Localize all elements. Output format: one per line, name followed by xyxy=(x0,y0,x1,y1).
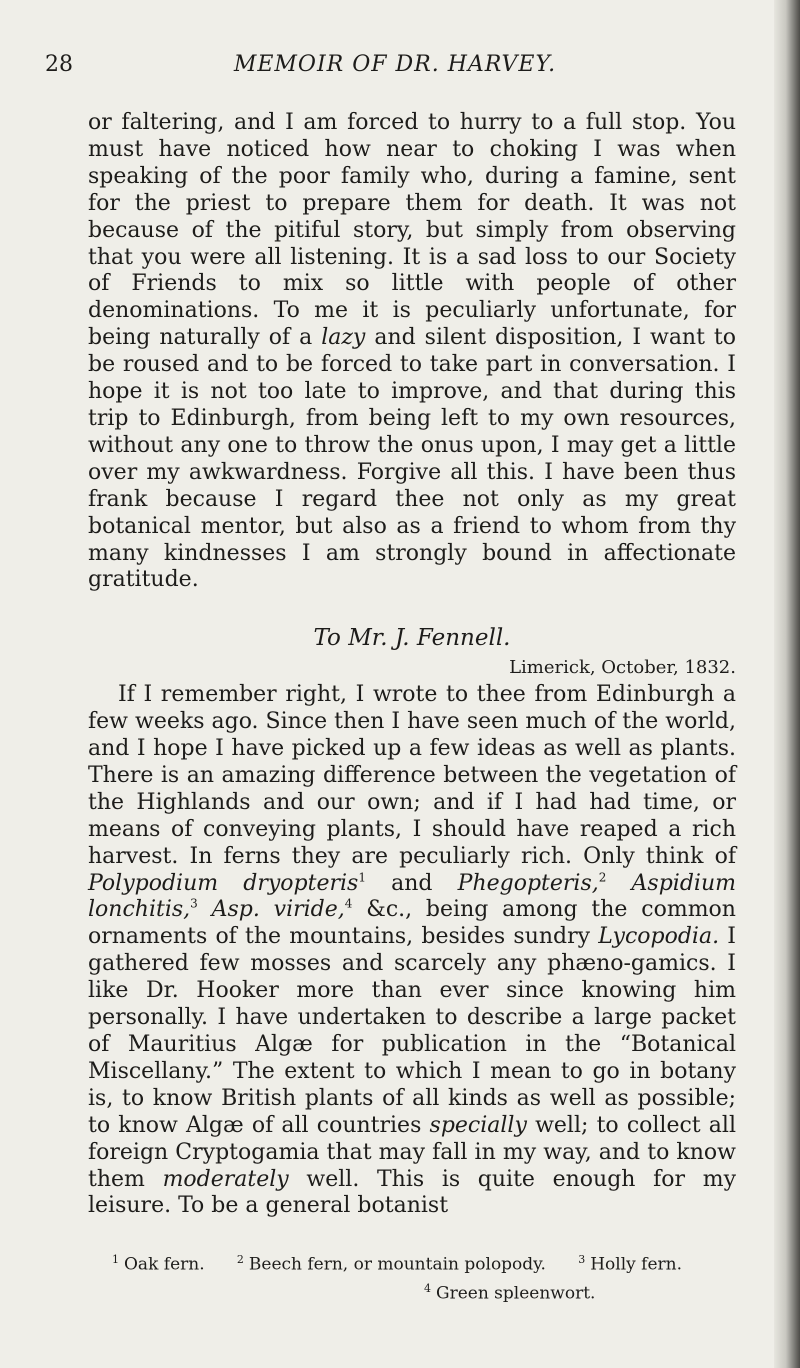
page-header xyxy=(45,50,745,80)
footnote-3 xyxy=(578,1248,682,1277)
species-continuation: &c., being among the common ornaments of the mountains, besides sundry xyxy=(88,897,736,950)
specially-emphasis: specially xyxy=(429,1112,527,1138)
lazy-emphasis: lazy xyxy=(321,325,366,351)
opening-text: or faltering, and I am forced to hurry to a full stop. You must have noticed how near to choking I was when speaking of the poor family who, during a famine, sent for the priest to prepare them for death. It was not because of the pitiful story, but simply from observing that you were all listening. It is a sad loss to our Society of Friends to mix so little with people of other denominations. To me it is peculiarly unfortunate, for being naturally of a xyxy=(88,110,736,351)
species-phegopteris: Phegopteris, xyxy=(457,870,599,896)
footnote-text-4: Green spleenwort. xyxy=(436,1283,596,1304)
footnote-mark-4: 4 xyxy=(424,1281,431,1295)
space-text xyxy=(606,871,631,896)
footnote-text-1: Oak fern. xyxy=(124,1254,205,1275)
species-viride: Asp. viride, xyxy=(211,897,345,923)
footnote-mark-1: 1 xyxy=(112,1253,119,1266)
footnote-ref-1[interactable]: 1 xyxy=(358,870,366,885)
footnote-2 xyxy=(237,1248,546,1277)
footnote-row-top xyxy=(112,1248,682,1277)
footnote-ref-2[interactable]: 2 xyxy=(598,870,607,885)
letter-middle-2: well; to collect all foreign Cryptogamia that may fall in my way, and to know them xyxy=(88,1112,736,1192)
opening-text-end: and silent disposition, I want to be roused and to be forced to take part in conversation. I hope it is not too late to improve, and that during this trip to Edinburgh, from being left to my own resources, without any one to throw the onus upon, I may get a little over my awkwardness. Forgive all this. I have been thus frank because I regard thee not only as my great botanical mentor, but also as a friend to whom from thy many kindnesses I am strongly bound in affectionate gratitude. xyxy=(88,325,736,593)
letter-intro: If I remember right, I wrote to thee from Edinburgh a few weeks ago. Since then I have seen much of the world, and I hope I have picked up a few ideas as well as plants. There is an amazing difference between the vegetation of the Highlands and our own; and if I had had time, or means of conveying plants, I should have reaped a rich harvest. In ferns they are peculiarly rich. Only think of xyxy=(88,682,736,869)
letter-dateline: Limerick, October, 1832. xyxy=(509,657,736,679)
footnote-ref-3[interactable]: 3 xyxy=(190,897,198,912)
moderately-emphasis: moderately xyxy=(162,1166,289,1192)
species-polypodium: Polypodium dryopteris xyxy=(88,870,359,896)
letter-end: well. This is quite enough for my leisure. To be a general botanist xyxy=(88,1166,736,1219)
footnote-ref-4[interactable]: 4 xyxy=(344,897,353,912)
footnotes xyxy=(112,1248,732,1305)
and-text: and xyxy=(365,870,458,896)
footnote-mark-3: 3 xyxy=(578,1253,586,1266)
binding-shadow xyxy=(774,0,800,1368)
footnote-1 xyxy=(112,1248,205,1277)
letter-address: To Mr. J. Fennell. xyxy=(313,625,511,652)
letter-body xyxy=(88,682,736,1220)
space-text-2 xyxy=(198,897,212,922)
page-number: 28 xyxy=(45,52,73,77)
opening-paragraph xyxy=(88,110,736,594)
footnote-mark-2: 2 xyxy=(236,1253,244,1266)
species-aspidium: Aspidium lonchitis, xyxy=(88,870,736,923)
footnote-text-2: Beech fern, or mountain polopody. xyxy=(248,1254,546,1275)
main-text xyxy=(88,110,736,1220)
footnote-4 xyxy=(424,1277,732,1306)
letter-middle: I gathered few mosses and scarcely any phæno-gamics. I like Dr. Hooker more than ever since knowing him personally. I have undertaken to describe a large packet of Mauritius Algæ for publication in the “Botanical Miscellany.” The extent to which I mean to go in botany is, to know British plants of all kinds as well as possible; to know Algæ of all countries xyxy=(88,924,736,1138)
running-head: MEMOIR OF DR. HARVEY. xyxy=(233,52,557,77)
lycopodia-term: Lycopodia. xyxy=(598,924,720,950)
footnote-text-3: Holly fern. xyxy=(590,1254,682,1275)
